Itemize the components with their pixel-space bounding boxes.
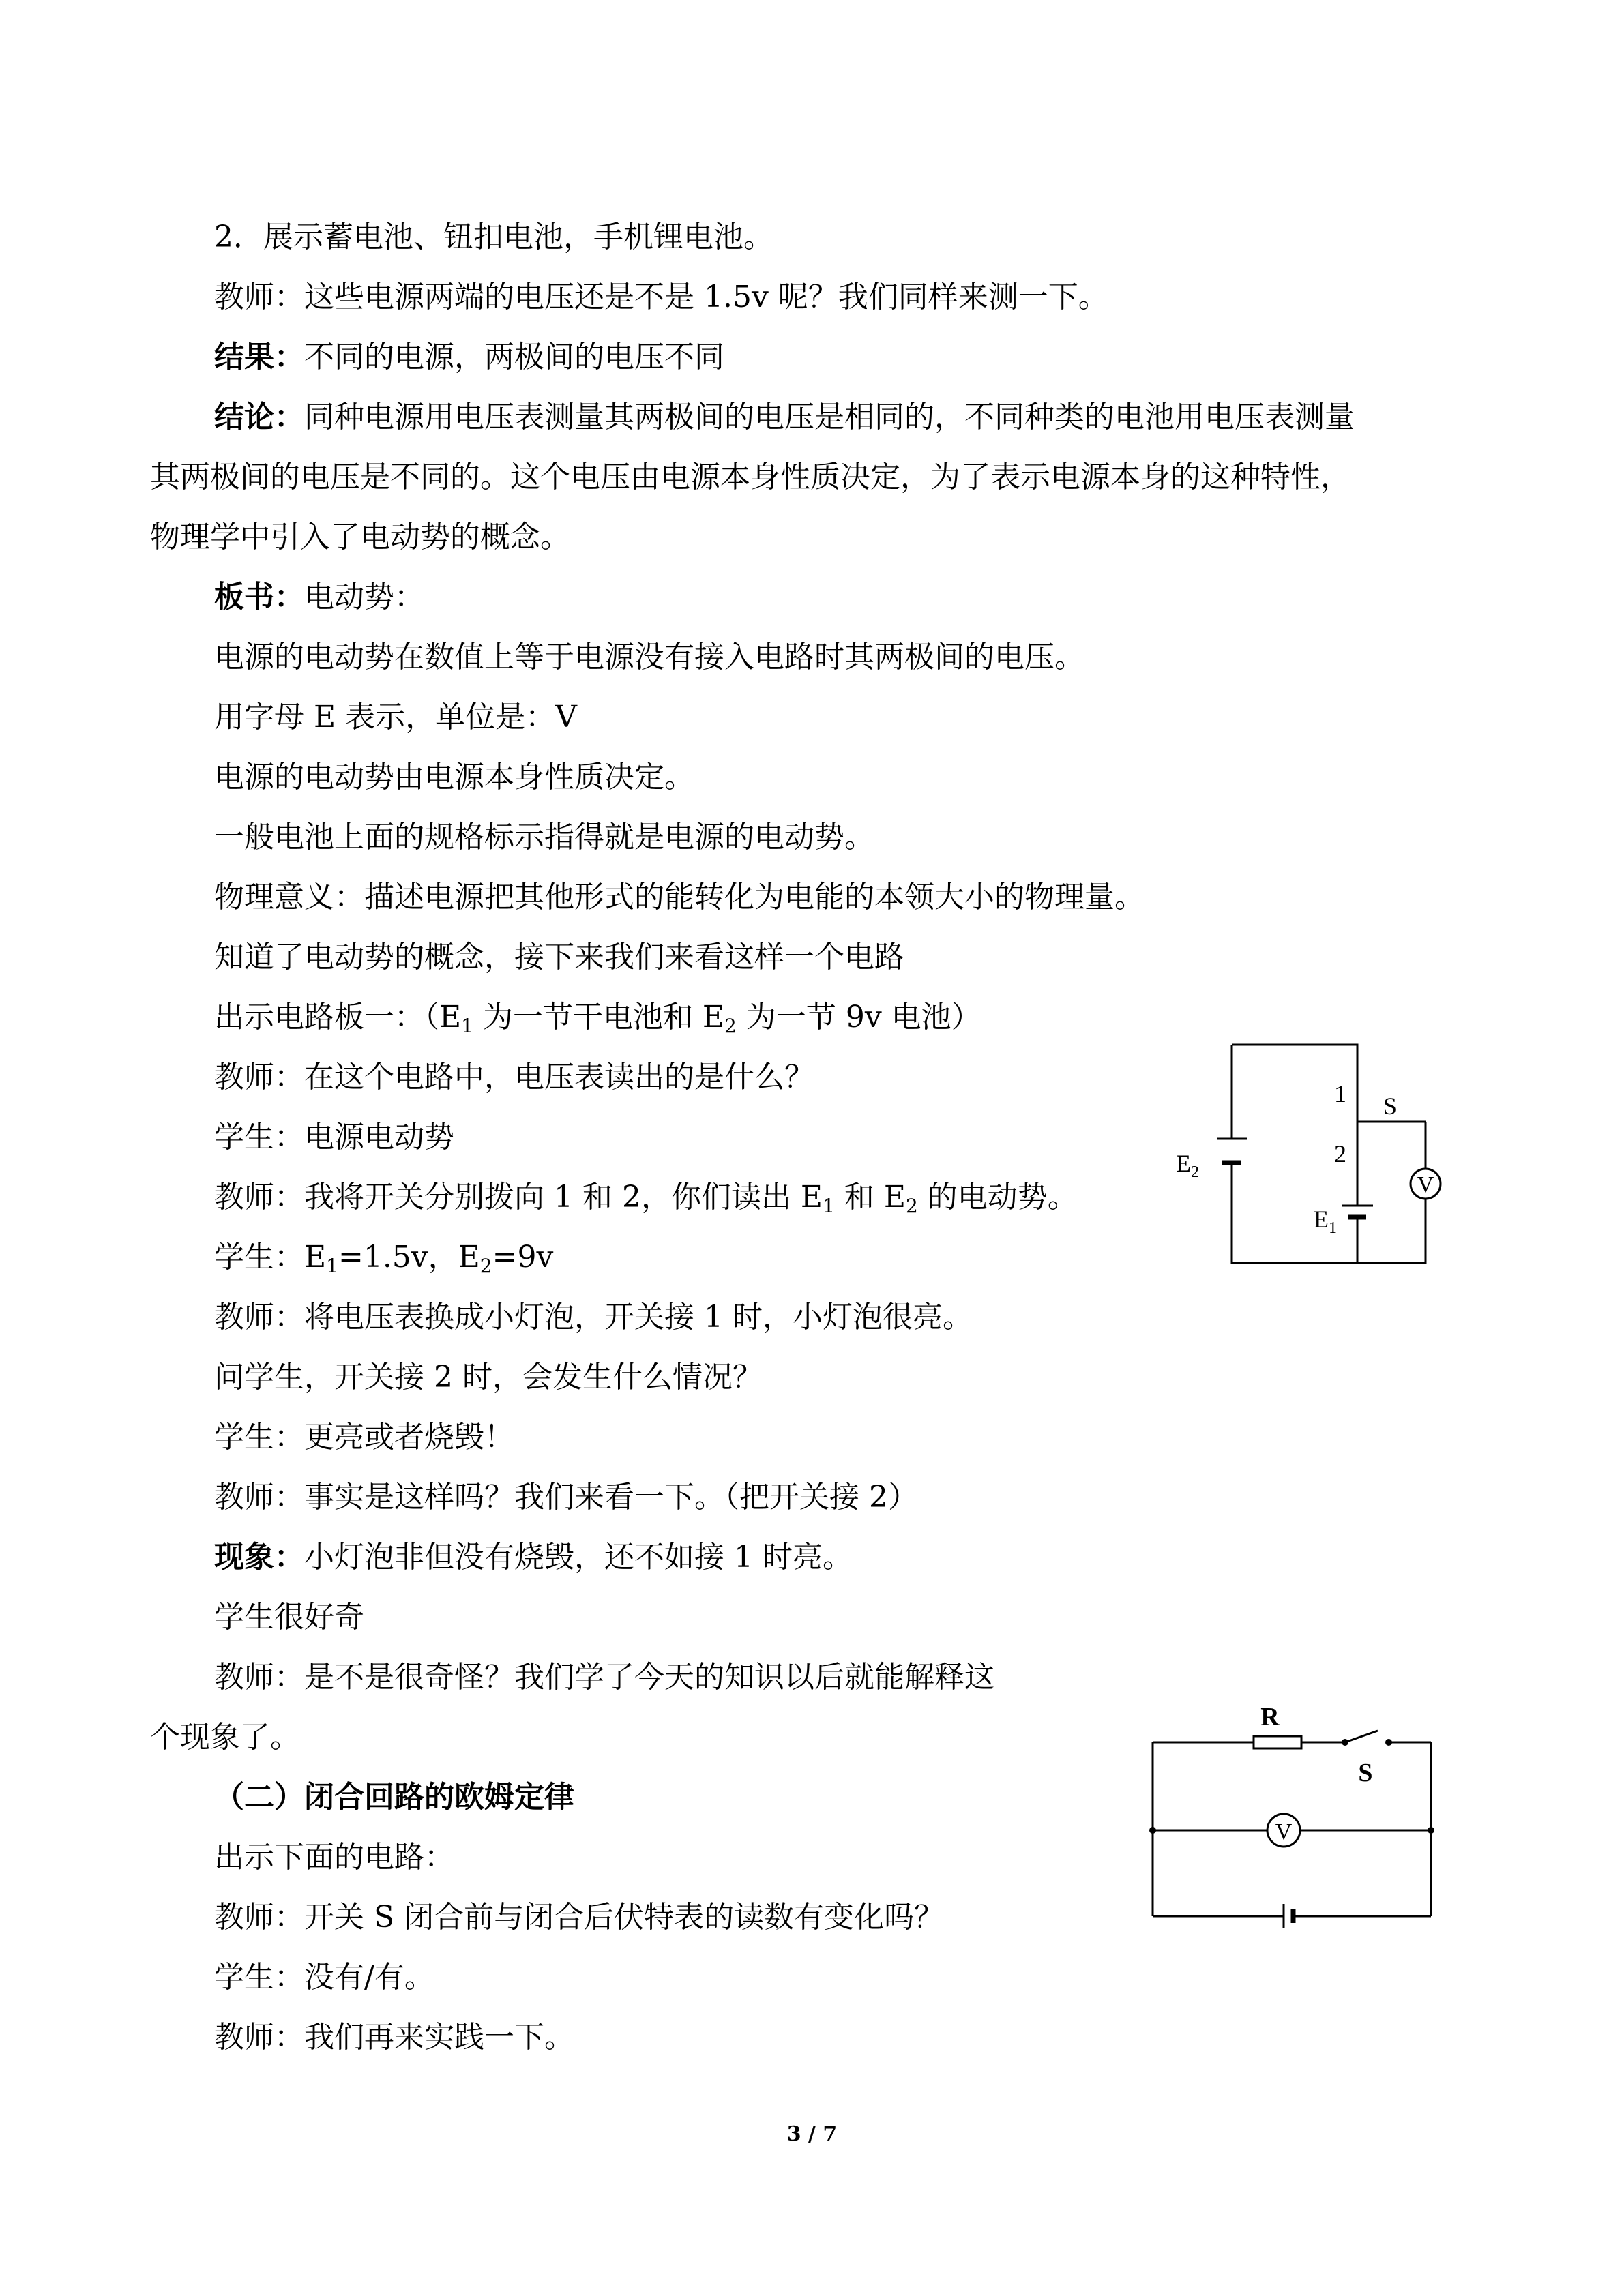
- circuit-diagram-2: [1146, 1698, 1446, 1923]
- voltmeter-label: V: [1417, 1172, 1434, 1197]
- board-label: 板书：: [214, 580, 304, 614]
- text-segment: 出示电路板一：（E: [214, 1000, 462, 1034]
- text-line-7: [214, 577, 424, 618]
- subscript: 2: [905, 1195, 918, 1217]
- subscript: 1: [461, 1015, 473, 1037]
- text-line-15: 教师：在这个电路中，电压表读出的是什么？: [214, 1060, 814, 1094]
- text-line-11: 一般电池上面的规格标示指得就是电源的电动势。: [214, 820, 874, 854]
- switch-terminal-2-label: 2: [1334, 1140, 1346, 1167]
- page-number: 3 / 7: [786, 2122, 838, 2146]
- text-line-5: 其两极间的电压是不同的。这个电压由电源本身性质决定，为了表示电源本身的这种特性，: [150, 460, 1350, 494]
- subscript: 1: [823, 1195, 835, 1217]
- text-line-1: 2．展示蓄电池、钮扣电池，手机锂电池。: [214, 220, 773, 254]
- battery-e2-label: $E_2$: [1176, 1150, 1199, 1181]
- text-line-8: 电源的电动势在数值上等于电源没有接入电路时其两极间的电压。: [214, 640, 1084, 674]
- text-line-6: 物理学中引入了电动势的概念。: [150, 520, 570, 554]
- subscript: 1: [326, 1255, 338, 1277]
- text-line-25: 教师：是不是很奇怪？我们学了今天的知识以后就能解释这: [214, 1660, 994, 1695]
- text-line-28: 出示下面的电路：: [214, 1840, 454, 1875]
- text-line-10: 电源的电动势由电源本身性质决定。: [214, 760, 694, 794]
- text-segment: 和 E: [834, 1180, 906, 1214]
- text-line-23: [214, 1537, 853, 1578]
- resistor-label: R: [1260, 1703, 1280, 1731]
- text-segment: 学生：E: [214, 1240, 327, 1274]
- text-line-19: 教师：将电压表换成小灯泡，开关接 1 时，小灯泡很亮。: [214, 1300, 973, 1335]
- text-line-2: 教师：这些电源两端的电压还是不是 1.5v 呢？我们同样来测一下。: [214, 280, 1108, 314]
- text-line-16: 学生：电源电动势: [214, 1120, 454, 1154]
- text-line-30: 学生：没有/有。: [214, 1960, 434, 1995]
- switch-label: S: [1358, 1759, 1373, 1787]
- text-line-31: 教师：我们再来实践一下。: [214, 2020, 574, 2055]
- text-line-21: 学生：更亮或者烧毁！: [214, 1420, 514, 1455]
- battery-e1-label: $E_1$: [1314, 1206, 1337, 1237]
- text-line-9: 用字母 E 表示，单位是：V: [214, 700, 577, 734]
- text-line-3: [214, 337, 724, 378]
- text-segment: =1.5v，E: [338, 1240, 480, 1274]
- subscript: 2: [724, 1015, 737, 1037]
- circuit-diagram-1: [1153, 1023, 1439, 1275]
- text-line-26: 个现象了。: [150, 1720, 300, 1755]
- text-segment: 为一节干电池和 E: [473, 1000, 725, 1034]
- text-line-17: [214, 1177, 1078, 1218]
- board-text: 电动势：: [304, 580, 424, 614]
- phenomenon-text: 小灯泡非但没有烧毁，还不如接 1 时亮。: [304, 1540, 853, 1575]
- switch-label: S: [1383, 1092, 1398, 1120]
- switch-terminal-1-label: 1: [1334, 1080, 1346, 1107]
- conclusion-text: 同种电源用电压表测量其两极间的电压是相同的，不同种类的电池用电压表测量: [304, 400, 1355, 434]
- text-line-18: [214, 1237, 553, 1278]
- text-segment: 为一节 9v 电池）: [736, 1000, 981, 1034]
- text-line-29: 教师：开关 S 闭合前与闭合后伏特表的读数有变化吗？: [214, 1900, 945, 1935]
- text-line-13: 知道了电动势的概念，接下来我们来看这样一个电路: [214, 940, 904, 974]
- text-line-14: [214, 997, 981, 1038]
- text-line-20: 问学生，开关接 2 时，会发生什么情况？: [214, 1360, 763, 1395]
- result-label: 结果：: [214, 340, 304, 374]
- conclusion-label: 结论：: [214, 400, 304, 434]
- subscript: 2: [479, 1255, 492, 1277]
- text-segment: =9v: [492, 1240, 554, 1274]
- result-text: 不同的电源，两极间的电压不同: [304, 340, 724, 374]
- text-line-4: [214, 397, 1355, 438]
- voltmeter-label: V: [1275, 1819, 1293, 1845]
- section-heading: （二）闭合回路的欧姆定律: [214, 1780, 574, 1815]
- phenomenon-label: 现象：: [214, 1540, 304, 1575]
- text-line-22: 教师：事实是这样吗？我们来看一下。（把开关接 2）: [214, 1480, 918, 1515]
- text-line-24: 学生很好奇: [214, 1600, 364, 1635]
- text-line-12: 物理意义：描述电源把其他形式的能转化为电能的本领大小的物理量。: [214, 880, 1145, 914]
- text-segment: 的电动势。: [917, 1180, 1078, 1214]
- text-segment: 教师：我将开关分别拨向 1 和 2，你们读出 E: [214, 1180, 823, 1214]
